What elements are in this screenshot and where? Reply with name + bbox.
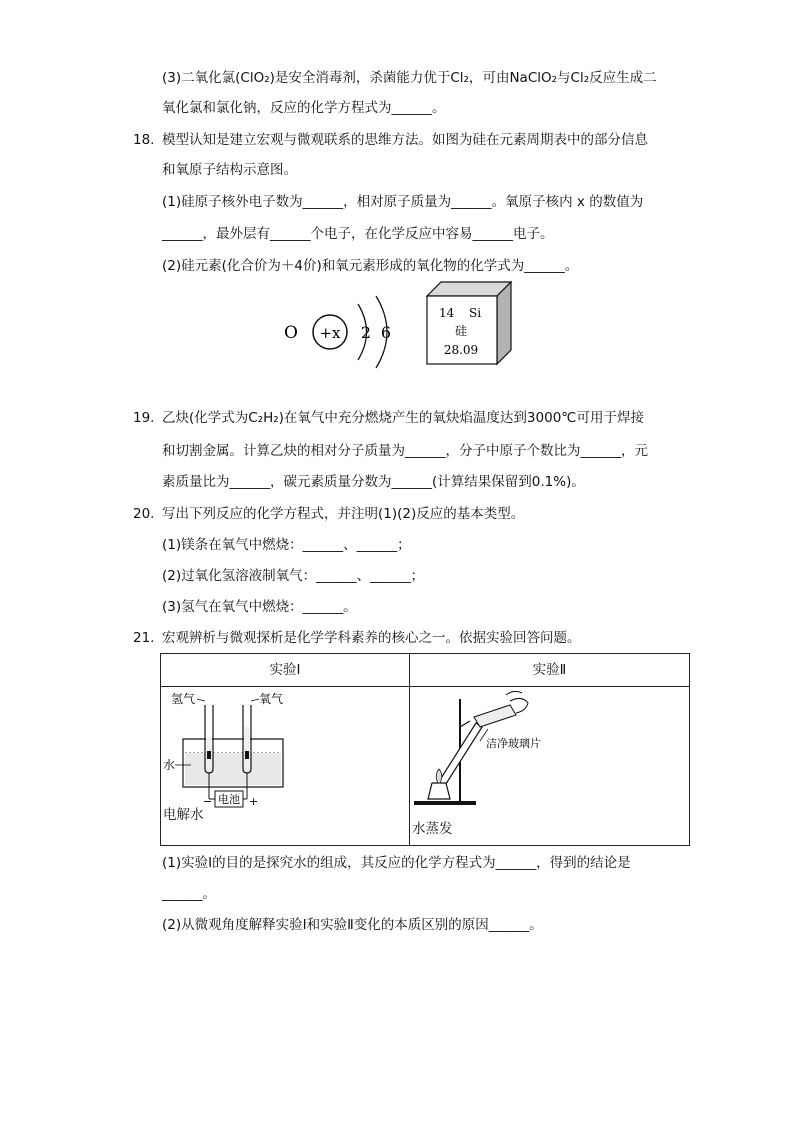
- q21-part2: (2)从微观角度解释实验Ⅰ和实验Ⅱ变化的本质区别的原因______。: [162, 917, 543, 933]
- water-label: 水: [163, 758, 176, 772]
- q18-stem-line1: 模型认知是建立宏观与微观联系的思维方法。如图为硅在元素周期表中的部分信息: [162, 132, 648, 148]
- experiment1-cell: [161, 687, 410, 846]
- q18-part2: (2)硅元素(化合价为＋4价)和氧元素形成的氧化物的化学式为______。: [162, 258, 579, 274]
- q18-part1-line1: (1)硅原子核外电子数为______，相对原子质量为______。氧原子核内 x 的数值为: [162, 194, 644, 210]
- experiment-table: [160, 653, 690, 846]
- battery-label: 电池: [218, 793, 240, 806]
- element-name: 硅: [454, 324, 468, 338]
- q18-part1-line2: ______，最外层有______个电子，在化学反应中容易______电子。: [162, 226, 554, 242]
- q17-part3-line1: (3)二氧化氯(ClO₂)是安全消毒剂，杀菌能力优于Cl₂，可由NaClO₂与Cl₂反应生成二: [162, 70, 657, 86]
- shell1-electrons: 2: [360, 323, 372, 342]
- q21-part1-line1: (1)实验Ⅰ的目的是探究水的组成，其反应的化学方程式为______，得到的结论是: [162, 855, 631, 871]
- element-mass: 28.09: [443, 343, 479, 357]
- nucleus-charge: +x: [319, 324, 341, 342]
- experiment1-caption: 电解水: [163, 807, 204, 823]
- experiment2-cell: [410, 687, 690, 846]
- q20-part1: (1)镁条在氧气中燃烧：______、______；: [162, 537, 411, 553]
- oxygen-label: 氧气: [259, 692, 284, 706]
- atom-symbol: O: [284, 323, 298, 343]
- glass-slide-label: 洁净玻璃片: [486, 737, 541, 750]
- q19-line1: 乙炔(化学式为C₂H₂)在氧气中充分燃烧产生的氧炔焰温度达到3000℃可用于焊接: [162, 410, 644, 426]
- experiment1-header: 实验Ⅰ: [161, 654, 410, 687]
- q19-line3: 素质量比为______，碳元素质量分数为______(计算结果保留到0.1%)。: [162, 474, 585, 490]
- silicon-element-box: [425, 280, 515, 366]
- q18-number: 18.: [133, 132, 155, 148]
- q18-stem-line2: 和氧原子结构示意图。: [162, 162, 297, 178]
- q21-part1-line2: ______。: [162, 886, 216, 902]
- q21-stem: 宏观辨析与微观探析是化学学科素养的核心之一。依据实验回答问题。: [162, 630, 581, 646]
- q19-number: 19.: [133, 410, 155, 426]
- element-symbol: Si: [469, 306, 482, 320]
- experiment2-header: 实验Ⅱ: [410, 654, 690, 687]
- q19-line2: 和切割金属。计算乙炔的相对分子质量为______，分子中原子个数比为______，元: [162, 443, 648, 459]
- q17-part3-line2: 氧化氯和氯化钠，反应的化学方程式为______。: [162, 100, 446, 116]
- q20-part2: (2)过氧化氢溶液制氧气：______、______；: [162, 568, 425, 584]
- q21-number: 21.: [133, 630, 155, 646]
- element-atomic-number: 14: [439, 306, 455, 320]
- battery-plus: +: [249, 795, 259, 808]
- oxygen-atom-diagram: [280, 290, 410, 376]
- q20-number: 20.: [133, 506, 155, 522]
- shell2-electrons: 6: [380, 323, 392, 342]
- battery-minus: −: [203, 795, 213, 808]
- q20-stem: 写出下列反应的化学方程式，并注明(1)(2)反应的基本类型。: [162, 506, 525, 522]
- experiment2-caption: 水蒸发: [412, 821, 453, 837]
- hydrogen-label: 氢气: [171, 692, 196, 706]
- q20-part3: (3)氢气在氧气中燃烧：______。: [162, 599, 357, 615]
